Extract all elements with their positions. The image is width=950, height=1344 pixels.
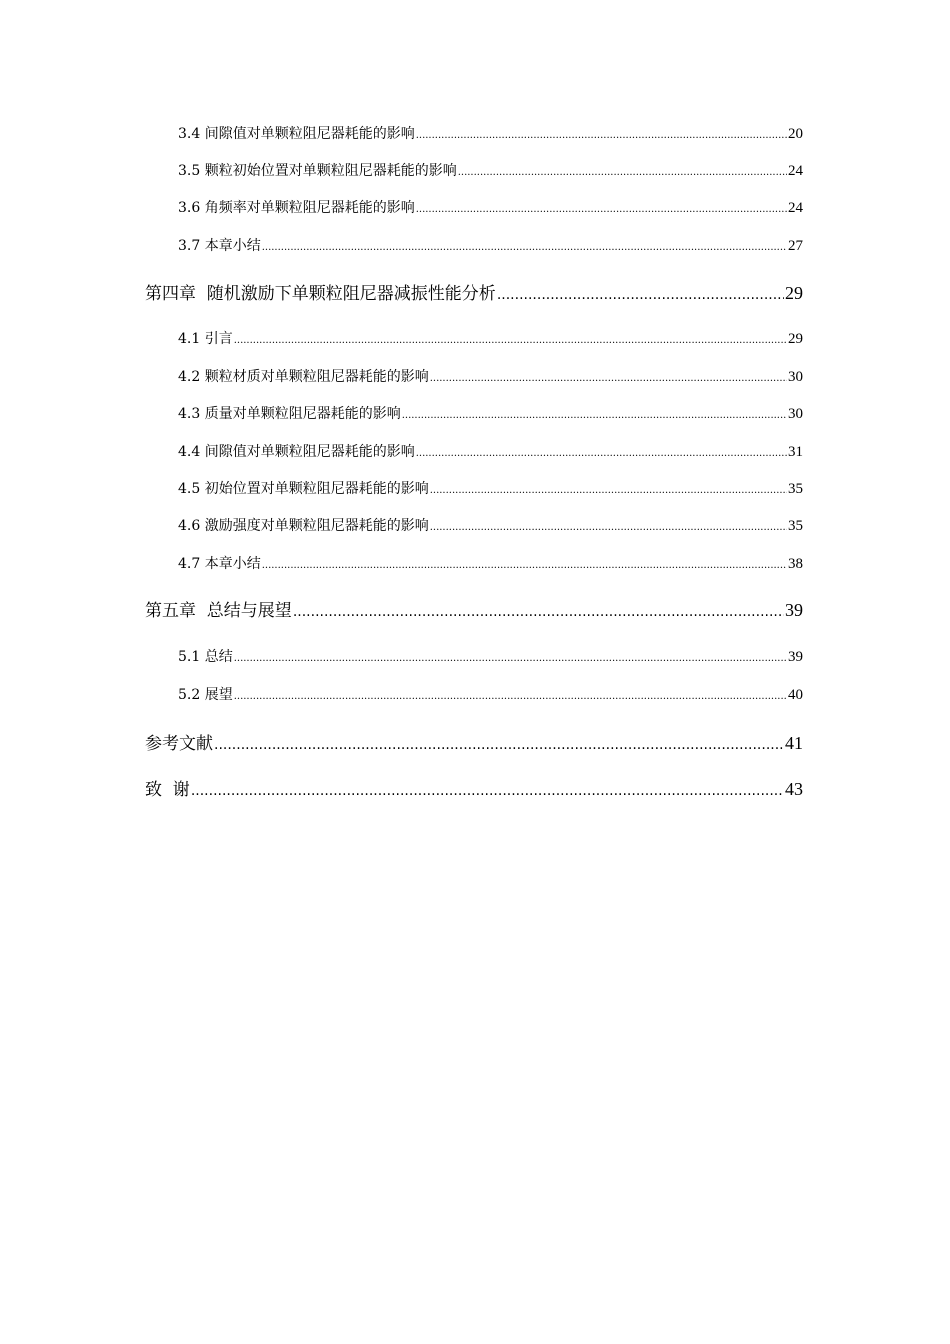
dot-leader [214,733,784,755]
toc-entry-title: 4.7 本章小结 [178,556,261,572]
toc-entry-page: 29 [788,331,803,347]
toc-entry-title: 3.5 颗粒初始位置对单颗粒阻尼器耗能的影响 [178,163,457,179]
toc-entry-4-6[interactable] [178,516,803,536]
dot-leader [430,518,787,536]
toc-entry-page: 35 [788,481,803,497]
dot-leader [402,406,787,424]
toc-references[interactable] [145,731,803,755]
toc-acknowledgements[interactable] [145,777,803,801]
toc-chapter-page: 29 [785,283,803,303]
toc-entry-page: 30 [788,369,803,385]
dot-leader [234,687,787,705]
toc-entry-title: 3.7 本章小结 [178,238,261,254]
dot-leader [416,444,787,462]
dot-leader [416,200,787,218]
dot-leader [497,283,784,305]
toc-entry-3-7[interactable] [178,236,803,256]
toc-entry-title: 5.2 展望 [178,687,233,703]
toc-chapter-title: 致 谢 [145,780,190,800]
toc-entry-page: 30 [788,406,803,422]
toc-entry-title: 4.4 间隙值对单颗粒阻尼器耗能的影响 [178,444,415,460]
toc-chapter-page: 39 [785,600,803,620]
toc-entry-page: 39 [788,649,803,665]
toc-entry-4-7[interactable] [178,554,803,574]
dot-leader [293,600,784,622]
dot-leader [234,331,787,349]
toc-entry-title: 4.5 初始位置对单颗粒阻尼器耗能的影响 [178,481,429,497]
toc-entry-3-6[interactable] [178,198,803,218]
toc-entry-4-2[interactable] [178,367,803,387]
toc-chapter-page: 43 [785,779,803,799]
toc-entry-page: 24 [788,163,803,179]
dot-leader [458,163,787,181]
toc-chapter-title: 第四章 随机激励下单颗粒阻尼器减振性能分析 [145,284,496,304]
dot-leader [262,556,787,574]
toc-entry-title: 4.1 引言 [178,331,233,347]
toc-entry-3-5[interactable] [178,161,803,181]
toc-chapter-title: 第五章 总结与展望 [145,601,292,621]
toc-chapter-4[interactable] [145,281,803,305]
dot-leader [430,481,787,499]
toc-entry-title: 4.2 颗粒材质对单颗粒阻尼器耗能的影响 [178,369,429,385]
toc-entry-title: 3.6 角频率对单颗粒阻尼器耗能的影响 [178,200,415,216]
toc-entry-page: 38 [788,556,803,572]
toc-entry-page: 20 [788,126,803,142]
toc-entry-page: 31 [788,444,803,460]
toc-entry-page: 35 [788,518,803,534]
toc-entry-page: 27 [788,238,803,254]
toc-chapter-title: 参考文献 [145,734,213,754]
dot-leader [262,238,787,256]
toc-entry-5-2[interactable] [178,685,803,705]
toc-entry-title: 3.4 间隙值对单颗粒阻尼器耗能的影响 [178,126,415,142]
toc-entry-4-4[interactable] [178,442,803,462]
toc-entry-page: 40 [788,687,803,703]
toc-entry-title: 4.6 激励强度对单颗粒阻尼器耗能的影响 [178,518,429,534]
dot-leader [430,369,787,387]
toc-entry-4-3[interactable] [178,404,803,424]
toc-entry-4-5[interactable] [178,479,803,499]
toc-entry-5-1[interactable] [178,647,803,667]
toc-entry-3-4[interactable] [178,124,803,144]
toc-chapter-5[interactable] [145,598,803,622]
toc-entry-page: 24 [788,200,803,216]
toc-entry-title: 5.1 总结 [178,649,233,665]
dot-leader [234,649,787,667]
toc-chapter-page: 41 [785,733,803,753]
dot-leader [191,779,784,801]
toc-entry-4-1[interactable] [178,329,803,349]
dot-leader [416,126,787,144]
toc-entry-title: 4.3 质量对单颗粒阻尼器耗能的影响 [178,406,401,422]
